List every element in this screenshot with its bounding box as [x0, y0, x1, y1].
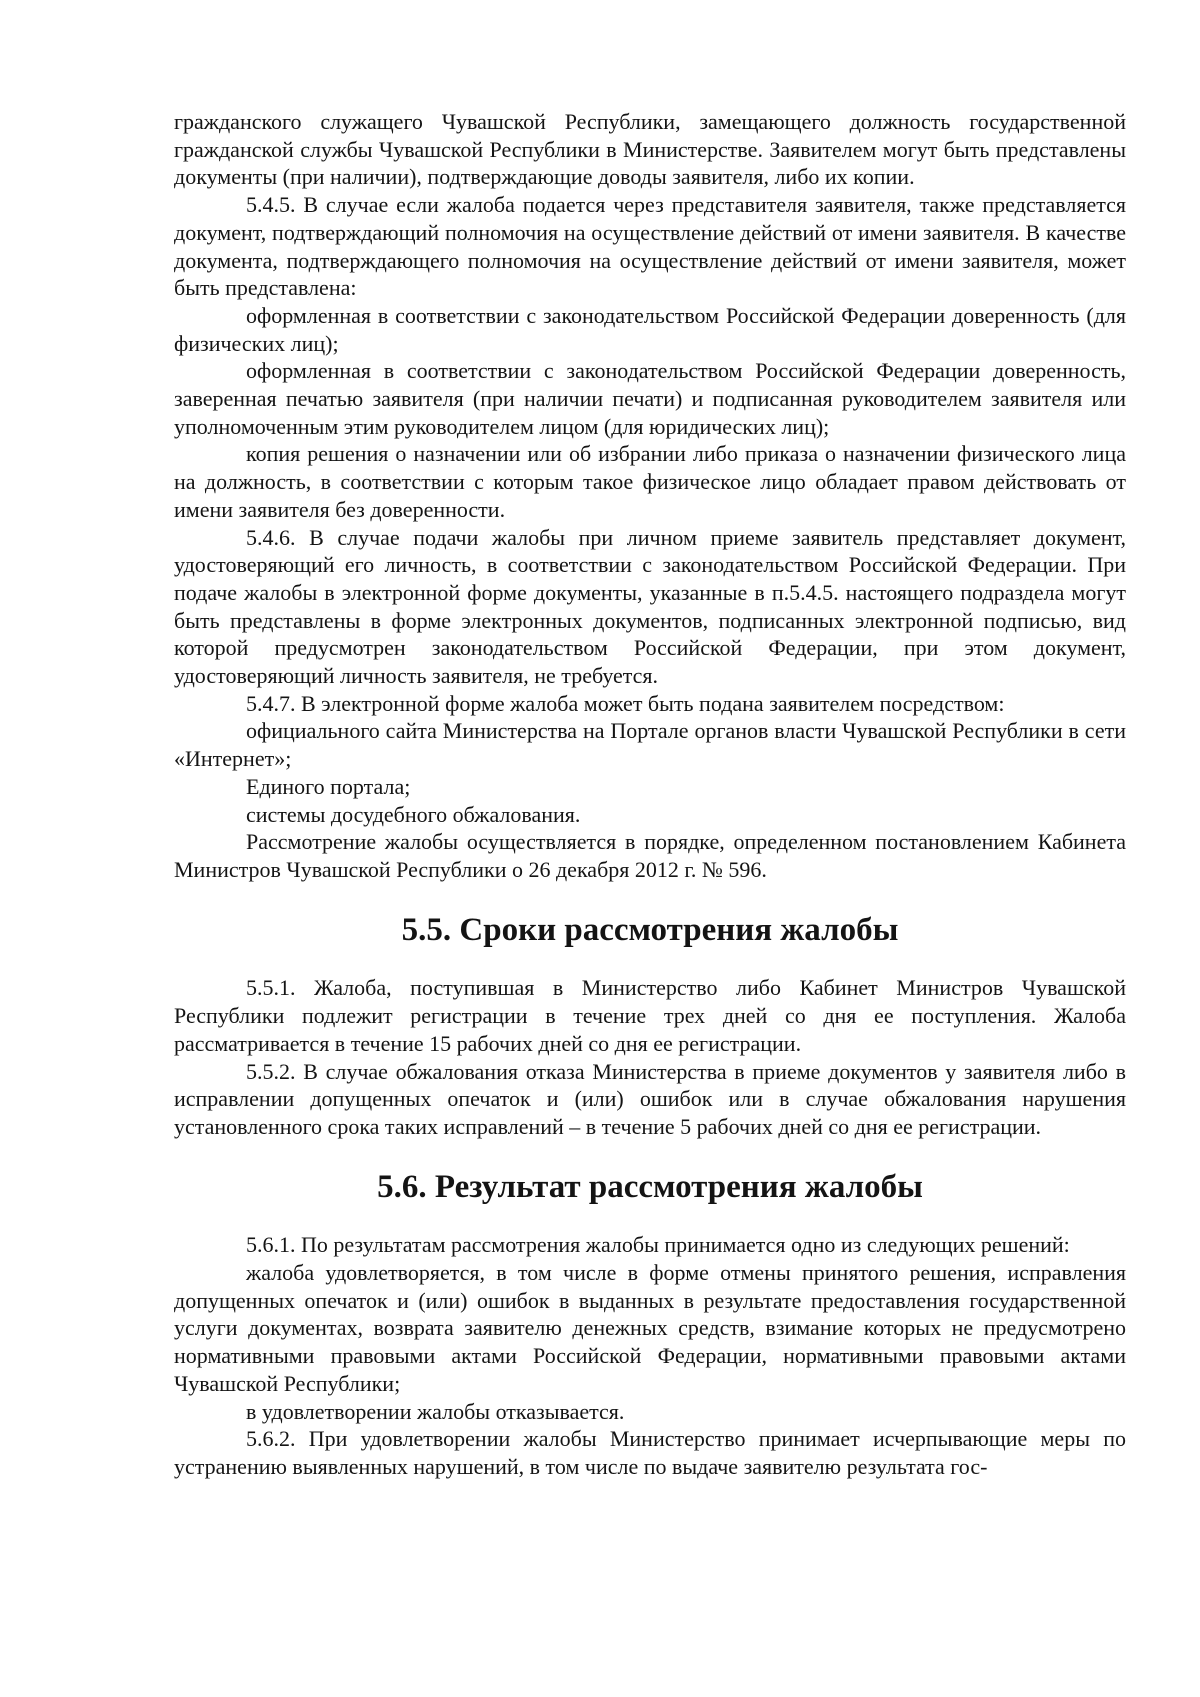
paragraph-5-4-5: 5.4.5. В случае если жалоба подается через представителя заявителя, также представляется документ, подтверждающий полномочия на осуществление действий от имени заявителя. В качестве документа, подтверждающего полномочия на осуществление действий от имени заявителя, может быть представлена: — [174, 192, 1126, 301]
section-heading-5-5: 5.5. Сроки рассмотрения жалобы — [401, 911, 899, 948]
paragraph-5-4-7: 5.4.7. В электронной форме жалоба может быть подана заявителем посредством: — [246, 690, 1005, 716]
paragraph-pretrial-system: системы досудебного обжалования. — [246, 801, 581, 827]
paragraph-individual-power-of-attorney: оформленная в соответствии с законодательством Российской Федерации доверенность (для физических лиц); — [174, 302, 1126, 356]
paragraph-5-5-1: 5.5.1. Жалоба, поступившая в Министерство либо Кабинет Министров Чувашской Республики подлежит регистрации в течение трех дней со дня ее поступления. Жалоба рассматривается в течение 15 рабочих дней со дня ее регистрации. — [174, 975, 1126, 1056]
spacer — [174, 1201, 1126, 1231]
document-page — [174, 108, 1126, 1481]
paragraph-5-6-2: 5.6.2. При удовлетворении жалобы Министерство принимает исчерпывающие меры по устранению выявленных нарушений, в том числе по выдаче заявителю результата гос- — [174, 1426, 1126, 1479]
paragraph-review-procedure: Рассмотрение жалобы осуществляется в порядке, определенном постановлением Кабинета Министров Чувашской Республики о 26 декабря 2012 г. № 596. — [174, 829, 1126, 882]
paragraph-official-site: официального сайта Министерства на Портале органов власти Чувашской Республики в сети «Интернет»; — [174, 718, 1126, 772]
paragraph-5-4-6: 5.4.6. В случае подачи жалобы при личном приеме заявитель представляет документ, удостоверяющий его личность, в соответствии с законодательством Российской Федерации. При подаче жалобы в электронной форме документы, указанные в п.5.4.5. настоящего подраздела могут быть представлены в форме электронных документов, подписанных электронной подписью, вид которой предусмотрен законодательством Российской Федерации, при этом документ, удостоверяющий личность заявителя, не требуется. — [174, 524, 1126, 689]
section-heading-5-6: 5.6. Результат рассмотрения жалобы — [377, 1168, 923, 1205]
paragraph-complaint-rejected: в удовлетворении жалобы отказывается. — [246, 1398, 625, 1424]
paragraph-legal-entity-power-of-attorney: оформленная в соответствии с законодательством Российской Федерации доверенность, заверенная печатью заявителя (при наличии печати) и подписанная руководителем заявителя или уполномоченным этим руководителем лицом (для юридических лиц); — [174, 358, 1126, 439]
paragraph-unified-portal: Единого портала; — [246, 773, 411, 799]
spacer — [174, 944, 1126, 974]
paragraph-5-6-1: 5.6.1. По результатам рассмотрения жалобы принимается одно из следующих решений: — [246, 1232, 1070, 1258]
paragraph-complaint-satisfied: жалоба удовлетворяется, в том числе в форме отмены принятого решения, исправления допущенных опечаток и (или) ошибок в выданных в результате предоставления государственной услуги документах, возврата заявителю денежных средств, взимание которых не предусмотрено нормативными правовыми актами Российской Федерации, нормативными правовыми актами Чувашской Республики; — [174, 1260, 1126, 1396]
paragraph-5-5-2: 5.5.2. В случае обжалования отказа Министерства в приеме документов у заявителя либо в исправлении допущенных опечаток и (или) ошибок или в случае обжалования нарушения установленного срока таких исправлений – в течение 5 рабочих дней со дня ее регистрации. — [174, 1058, 1126, 1139]
paragraph-appointment-decision-copy: копия решения о назначении или об избрании либо приказа о назначении физического лица на должность, в соответствии с которым такое физическое лицо обладает правом действовать от имени заявителя без доверенности. — [174, 441, 1126, 522]
paragraph-continuation: гражданского служащего Чувашской Республики, замещающего должность государственной гражданской службы Чувашской Республики в Министерстве. Заявителем могут быть представлены документы (при наличии), подтверждающие доводы заявителя, либо их копии. — [174, 109, 1126, 190]
